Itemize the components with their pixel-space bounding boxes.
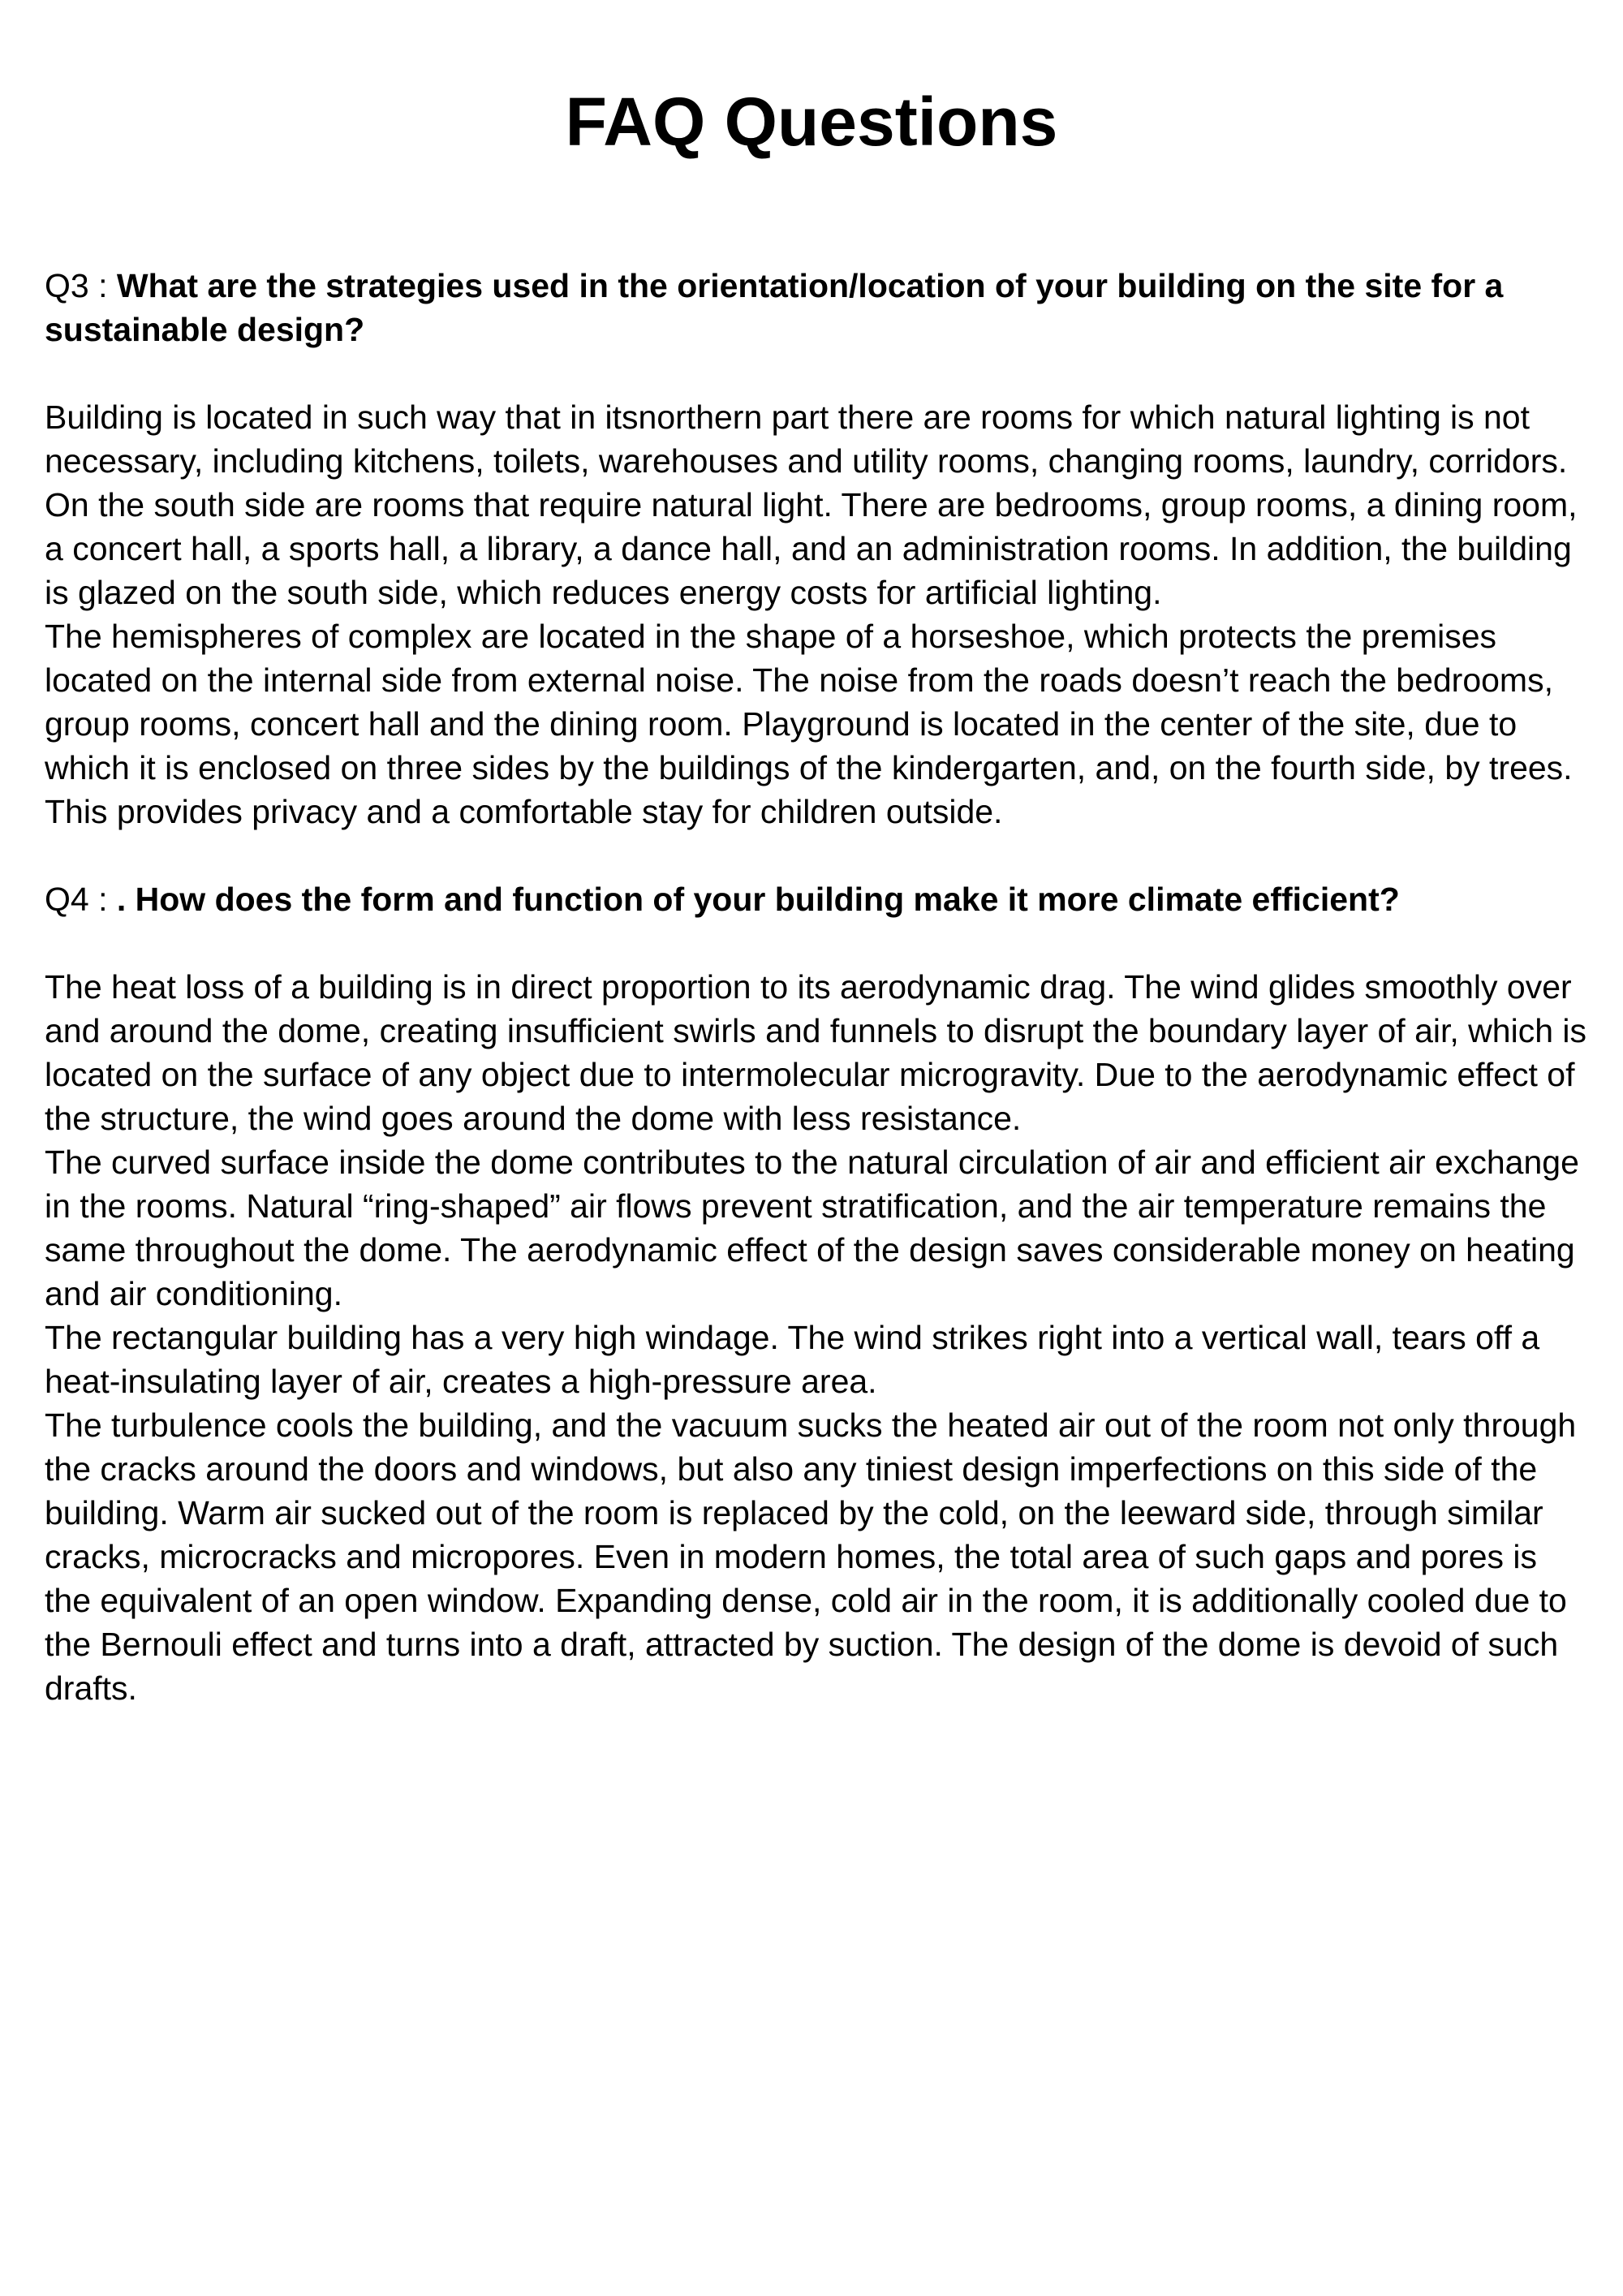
question-text: What are the strategies used in the orientation/location of your building on the site for a sustainable design? [45,267,1504,348]
question-q4 [45,877,1586,921]
answer-paragraph: Building is located in such way that in itsnorthern part there are rooms for which natural lighting is not necessary, including kitchens, toilets, warehouses and utility rooms, changing rooms, laundry, corridors. On the south side are rooms that require natural light. There are bedrooms, group rooms, a dining room, a concert hall, a sports hall, a library, a dance hall, and an administration rooms. In addition, the building is glazed on the south side, which reduces energy costs for artificial lighting. [45,398,1578,611]
question-number: Q3 : [45,267,117,304]
answer-paragraph: The turbulence cools the building, and the vacuum sucks the heated air out of the room not only through the cracks around the doors and windows, but also any tiniest design imperfections on this side of the building. Warm air sucked out of the room is replaced by the cold, on the leeward side, through similar cracks, microcracks and micropores. Even in modern homes, the total area of such gaps and pores is the equivalent of an open window. Expanding dense, cold air in the room, it is additionally cooled due to the Bernouli effect and turns into a draft, attracted by suction. The design of the dome is devoid of such drafts. [45,1406,1577,1707]
answer-paragraph: The curved surface inside the dome contributes to the natural circulation of air and efficient air exchange in the rooms. Natural “ring-shaped” air flows prevent stratification, and the air temperature remains the same throughout the dome. The aerodynamic effect of the design saves considerable money on heating and air conditioning. [45,1144,1579,1312]
faq-content [45,264,1586,1710]
page-title: FAQ Questions [565,84,1058,160]
question-text: . How does the form and function of your building make it more climate efficient? [116,881,1400,918]
spacer [45,834,1586,877]
question-number: Q4 : [45,881,117,918]
spacer [45,351,1586,395]
answer-paragraph: The heat loss of a building is in direct proportion to its aerodynamic drag. The wind glides smoothly over and around the dome, creating insufficient swirls and funnels to disrupt the boundary layer of air, which is located on the surface of any object due to intermolecular microgravity. Due to the aerodynamic effect of the structure, the wind goes around the dome with less resistance. [45,968,1586,1137]
answer-paragraph: The rectangular building has a very high windage. The wind strikes right into a vertical wall, tears off a heat-insulating layer of air, creates a high-pressure area. [45,1319,1540,1400]
question-q3 [45,264,1586,351]
answer-paragraph: The hemispheres of complex are located in the shape of a horseshoe, which protects the premises located on the internal side from external noise. The noise from the roads doesn’t reach the bedrooms, group rooms, concert hall and the dining room. Playground is located in the center of the site, due to which it is enclosed on three sides by the buildings of the kindergarten, and, on the fourth side, by trees. This provides privacy and a comfortable stay for children outside. [45,618,1573,830]
spacer [45,921,1586,965]
